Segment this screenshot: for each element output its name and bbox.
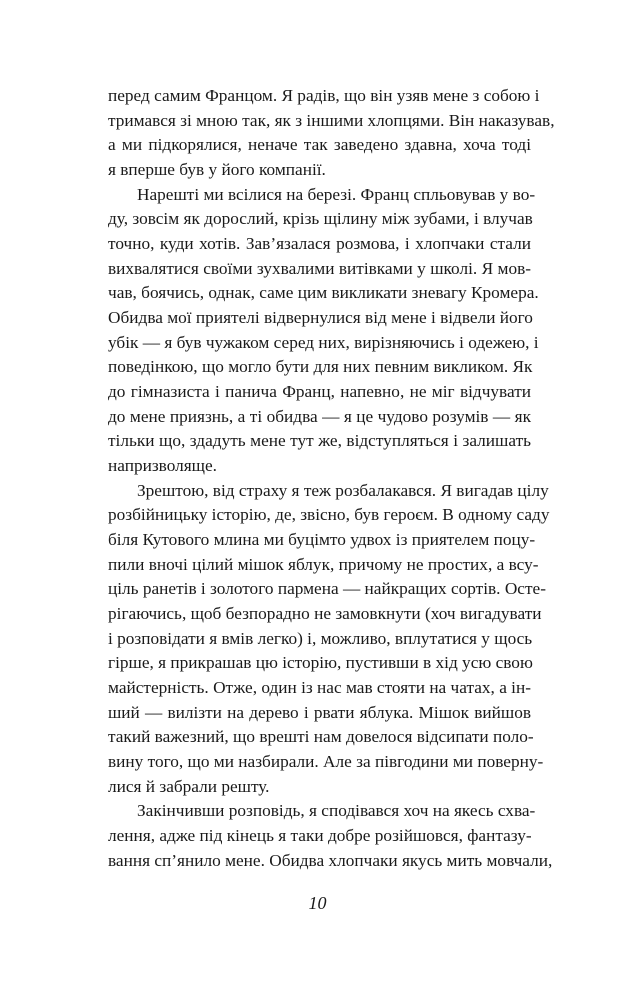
text-line: ціль ранетів і золотого пармена — найкращих сортів. Осте- — [108, 579, 546, 599]
text-line: ду, зовсім як дорослий, крізь щілину між зубами, і влучав — [108, 209, 533, 229]
text-line: а ми підкорялися, неначе так заведено здавна, хоча тоді — [108, 135, 531, 155]
paragraph — [108, 799, 553, 873]
text-line: вихвалятися своїми зухвалими витівками у школі. Я мов- — [108, 258, 531, 278]
paragraph — [108, 479, 550, 800]
text-line: такий важезний, що врешті нам довелося відсипати поло- — [108, 727, 534, 747]
text-line: до мене приязнь, а ті обидва — я це чудово розумів — як — [108, 406, 531, 426]
paragraph — [108, 84, 555, 183]
text-line: Нарешті ми всілися на березі. Франц спльовував у во- — [137, 184, 536, 204]
text-line: лення, адже під кінець я таки добре розійшовся, фантазу- — [108, 826, 532, 846]
paragraph — [108, 183, 539, 479]
text-line: розбійницьку історію, де, звісно, був героєм. В одному саду — [108, 505, 550, 525]
text-line: тримався зі мною так, як з іншими хлопцями. Він наказував, — [108, 110, 555, 130]
text-line: майстерність. Отже, один із нас мав стояти на чатах, а ін- — [108, 678, 531, 698]
text-line: напризволяще. — [108, 456, 217, 476]
body-text — [108, 84, 555, 874]
text-line: вання сп’янило мене. Обидва хлопчаки якусь мить мовчали, — [108, 850, 553, 870]
text-line: перед самим Францом. Я радів, що він узяв мене з собою і — [108, 86, 540, 105]
text-line: чав, боячись, однак, саме цим викликати зневагу Кромера. — [108, 283, 539, 303]
page-number: 10 — [308, 893, 327, 913]
text-line: Обидва мої приятелі відвернулися від мене і відвели його — [108, 308, 533, 328]
text-line: пили вночі цілий мішок яблук, причому не простих, а всу- — [108, 554, 539, 574]
text-line: убік — я був чужаком серед них, вирізняючись і одежею, і — [108, 332, 539, 352]
text-line: рігаючись, щоб безпорадно не замовкнути (хоч вигадувати — [108, 604, 542, 624]
text-line: до гімназиста і панича Франц, напевно, не міг відчувати — [108, 382, 531, 402]
text-line: Зрештою, від страху я теж розбалакався. Я вигадав цілу — [137, 480, 549, 500]
text-line: і розповідати я вмів легко) і, можливо, вплутатися у щось — [108, 628, 533, 648]
text-line: вину того, що ми назбирали. Але за півгодини ми поверну- — [108, 752, 544, 772]
text-line: тільки що, здадуть мене тут же, відступляться і залишать — [108, 431, 531, 451]
text-line: гірше, я прикрашав цю історію, пустивши в хід усю свою — [108, 653, 533, 673]
text-line: я вперше був у його компанії. — [108, 160, 326, 180]
text-line: Закінчивши розповідь, я сподівався хоч на якесь схва- — [137, 801, 536, 821]
text-line: лися й забрали решту. — [108, 776, 270, 796]
text-line: ший — вилізти на дерево і рвати яблука. Мішок вийшов — [108, 702, 531, 722]
text-line: біля Кутового млина ми буцімто удвох із приятелем поцу- — [108, 530, 536, 550]
text-line: точно, куди хотів. Зав’язалася розмова, і хлопчаки стали — [108, 234, 531, 254]
text-line: поведінкою, що могло бути для них певним викликом. Як — [108, 357, 533, 377]
